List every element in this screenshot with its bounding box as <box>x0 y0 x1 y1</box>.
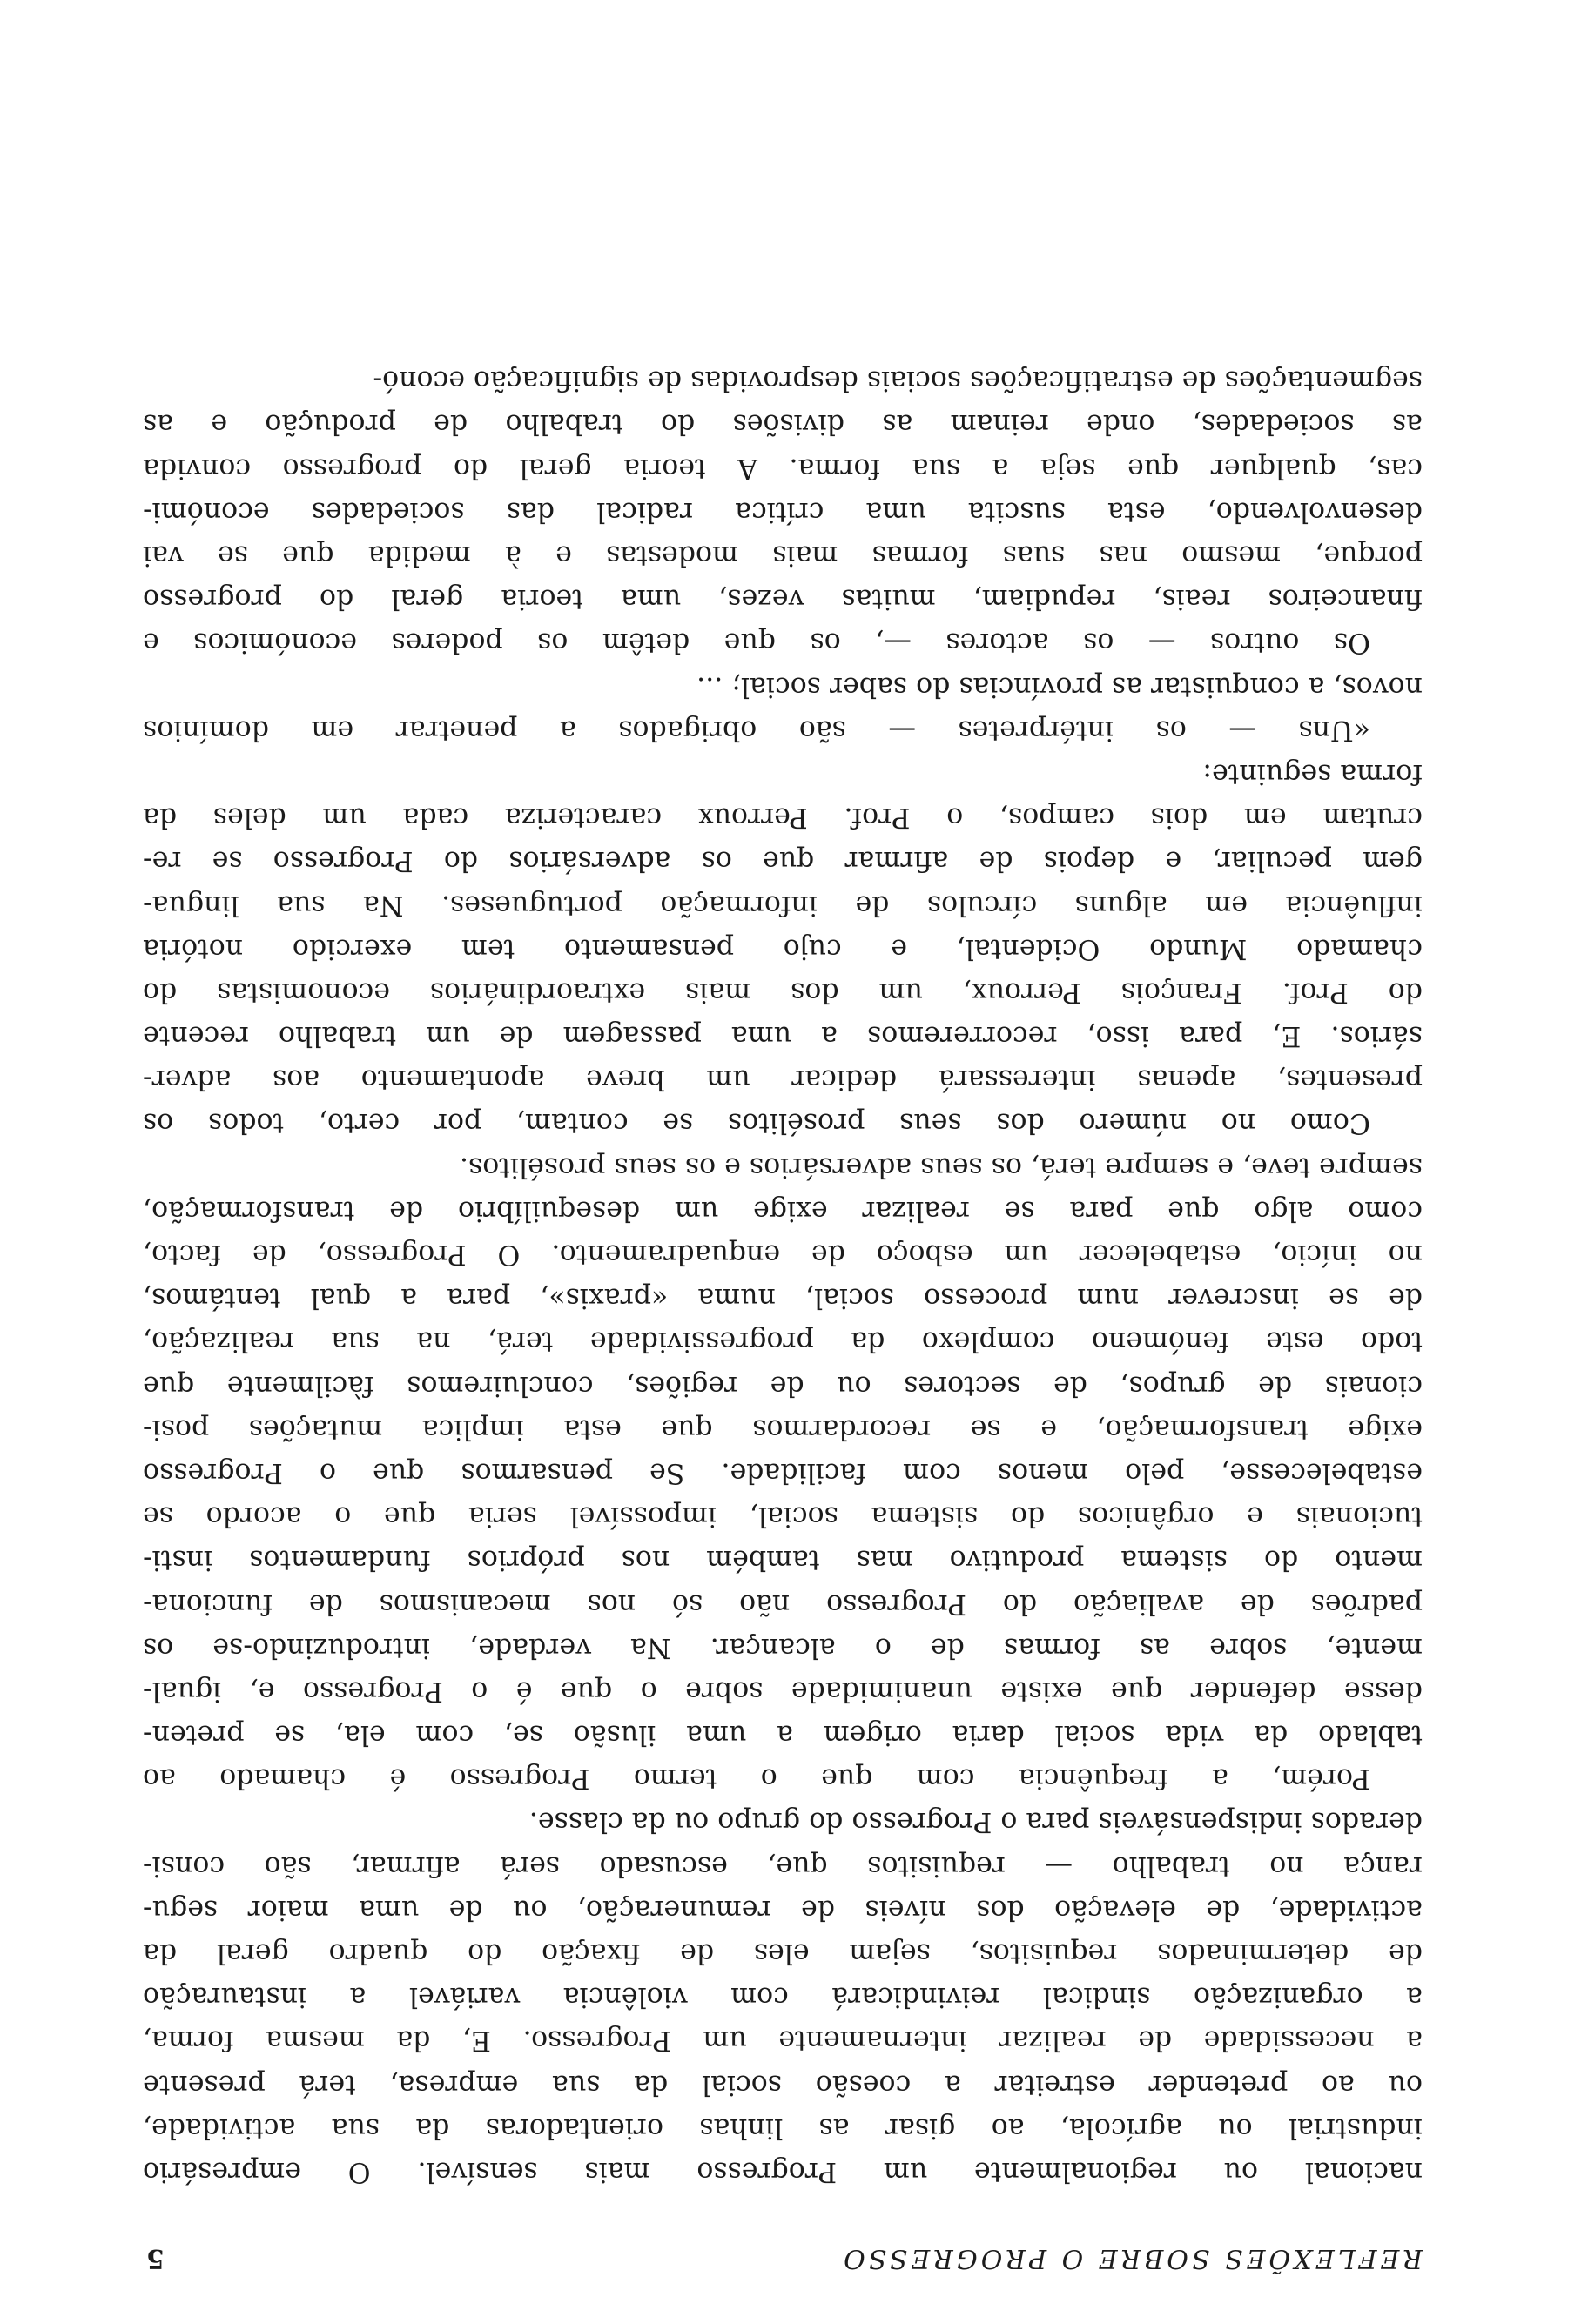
text-line: de se inscrever num processo social, numa «praxis», para a qual tentámos, <box>143 1282 1423 1314</box>
paragraph <box>143 1145 1423 1801</box>
paragraph <box>143 359 1423 664</box>
text-line: financeiros reais, repudiam, muitas vezes, uma teoria geral do progresso <box>143 583 1423 615</box>
text-line: tablado da vida social daria origem a uma ilusão se, com ela, se preten- <box>143 1719 1423 1751</box>
text-line: desse defender que existe unanimidade sobre o que é o Progresso e, igual- <box>143 1675 1423 1707</box>
text-line: tucionais e orgânicos do sistema social, impossível seria que o acordo se <box>143 1501 1423 1533</box>
text-line: chamado Mundo Ocidental, e cujo pensamento tem exercido notória <box>143 932 1423 964</box>
text-line: nacional ou regionalmente um Progresso mais sensível. O empresário <box>143 2156 1423 2187</box>
page-number: 5 <box>143 2243 165 2274</box>
text-line: mento do sistema produtivo mas também nos próprios fundamentos insti- <box>143 1544 1423 1576</box>
text-line: cionais de grupos, de sectores ou de regiões, concluiremos fàcilmente que <box>143 1369 1423 1401</box>
text-line: gem peculiar, e depois de afirmar que os adversários do Progresso se re- <box>143 845 1423 877</box>
text-line: estabelecesse, pelo menos com facilidade. Se pensarmos que o Progresso <box>143 1457 1423 1488</box>
text-line: mente, sobre as formas de o alcançar. Na verdade, introduzindo-se os <box>143 1631 1423 1663</box>
text-line: derados indispensáveis para o Progresso do grupo ou da classe. <box>528 1806 1423 1838</box>
text-line: Porém, a frequência com que o termo Progresso é chamado ao <box>143 1763 1370 1795</box>
text-line: Os outros — os actores —, os que detêm os poderes económicos e <box>143 627 1370 659</box>
text-line: a necessidade de realizar internamente um Progresso. E, da mesma forma, <box>143 2025 1423 2057</box>
text-line: novos, a conquistar as províncias do saber social; ... <box>696 670 1423 702</box>
text-line: industrial ou agrícola, ao gisar as linhas orientadoras da sua actividade, <box>143 2112 1423 2144</box>
text-line: «Uns — os intérpretes — são obrigados a penetrar em domínios <box>143 714 1370 746</box>
text-line: segmentações de estratificações sociais desprovidas de significação econó- <box>373 365 1423 397</box>
text-line: desenvolvendo, esta suscita uma crítica radical das sociedades económi- <box>143 495 1423 527</box>
text-line: todo este fenómeno complexo da progressividade terá, na sua realização, <box>143 1326 1423 1358</box>
paragraph <box>143 1800 1423 2193</box>
text-line: sempre teve, e sempre terá, os seus adversários e os seus prosélitos. <box>459 1151 1423 1183</box>
paragraph <box>143 664 1423 751</box>
running-header <box>143 2230 1423 2274</box>
text-line: como algo que para se realizar exige um desequilíbrio de transformação, <box>143 1194 1423 1226</box>
paragraph <box>143 752 1423 1145</box>
text-line: crutam em dois campos, o Prof. Perroux caracteriza cada um deles da <box>143 802 1423 834</box>
text-line: Como no número dos seus prosélitos se contam, por certo, todos os <box>143 1107 1370 1139</box>
text-line: presentes, apenas interessará dedicar um breve apontamento aos adver- <box>143 1064 1423 1096</box>
text-line: no início, estabelecer um esboço de enquadramento. O Progresso, de facto, <box>143 1239 1423 1271</box>
text-line: do Prof. François Perroux, um dos mais extraordinários economistas do <box>143 976 1423 1008</box>
running-title: REFLEXÕES SOBRE O PROGRESSO <box>840 2243 1423 2274</box>
text-line: ou ao pretender estreitar a coesão social da sua empresa, terá presente <box>143 2068 1423 2100</box>
text-line: influência em alguns círculos de informação portugueses. Na sua lingua- <box>143 889 1423 921</box>
body-text <box>143 359 1423 2193</box>
text-line: forma seguinte: <box>1202 758 1423 789</box>
text-line: sários. E, para isso, recorreremos a uma passagem de um trabalho recente <box>143 1020 1423 1052</box>
text-line: a organização sindical reivindicará com violência variável a instauração <box>143 1981 1423 2013</box>
text-line: cas, qualquer que seja a sua forma. A teoria geral do progresso convida <box>143 452 1423 484</box>
text-line: de determinados requisitos, sejam eles de fixação do quadro geral da <box>143 1938 1423 1970</box>
text-line: exige transformação, e se recordarmos que esta implica mutações posi- <box>143 1413 1423 1445</box>
text-line: porque, mesmo nas suas formas mais modestas e à medida que se vai <box>143 540 1423 572</box>
text-line: padrões de avaliação do Progresso não só nos mecanismos de funciona- <box>143 1588 1423 1620</box>
text-line: as sociedades, onde reinam as divisões do trabalho de produção e as <box>143 408 1423 440</box>
text-line: rança no trabalho — requisitos que, escusado será afirmar, são consi- <box>143 1850 1423 1882</box>
text-line: actividade, de elevação dos níveis de remuneração, ou de uma maior segu- <box>143 1893 1423 1925</box>
